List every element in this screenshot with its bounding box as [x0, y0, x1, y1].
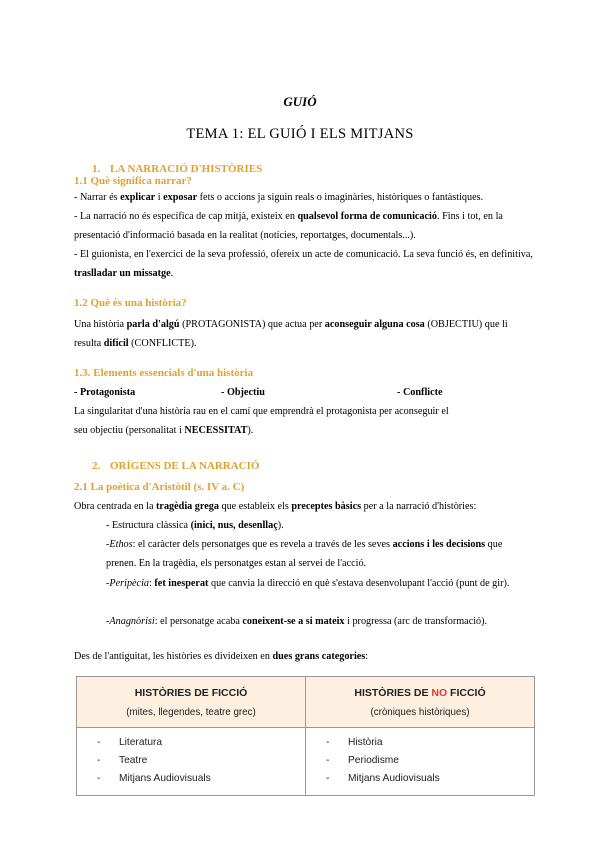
bullet-estructura: - Estructura clàssica (inici, nus, desenllaç). [106, 520, 284, 531]
document-title: GUIÓ [283, 94, 317, 109]
paragraph-narrar: - Narrar és explicar i exposar fets o accions ja siguin reals o imaginàries, històriques o fantàstiques. [74, 192, 484, 203]
fiction-header [77, 677, 306, 728]
fiction-list [77, 728, 306, 796]
section-1-heading [92, 163, 262, 175]
table-body-row [77, 728, 535, 796]
paragraph-singularitat-line-2: seu objectiu (personalitat i NECESSITAT). [74, 425, 254, 436]
list-item: - Teatre [97, 755, 148, 766]
subsection-2-1-title: 2.1 La poètica d'Aristòtil (s. IV a. C) [74, 481, 245, 493]
subsection-1-3-title: 1.3. Elements essencials d'una història [74, 367, 254, 379]
nonfiction-title: HISTÒRIES DE NO FICCIÓ [354, 686, 486, 699]
element-protagonista: - Protagonista [74, 387, 136, 398]
nonfiction-subtitle: (cròniques històriques) [370, 706, 470, 718]
paragraph-antiguitat: Des de l'antiguitat, les històries es divideixen en dues grans categories: [74, 651, 369, 662]
paragraph-singularitat-line-1: La singularitat d'una història rau en el camí que emprendrà el protagonista per aconseguir el [74, 406, 449, 417]
element-objectiu: - Objectiu [221, 387, 265, 398]
list-item: - Mitjans Audiovisuals [97, 773, 211, 784]
section-2-heading [92, 460, 259, 472]
bullet-anagnorisi: -Anagnòrisi: el personatge acaba coneixent-se a si mateix i progressa (arc de transformació). [106, 616, 488, 627]
fiction-subtitle: (mites, llegendes, teatre grec) [126, 706, 256, 718]
subsection-1-1-title: 1.1 Què significa narrar? [74, 175, 192, 187]
categories-table [76, 676, 535, 796]
paragraph-tragedia: Obra centrada en la tragèdia grega que estableix els preceptes bàsics per a la narració d'històries: [74, 501, 477, 512]
list-item: - Mitjans Audiovisuals [326, 773, 440, 784]
list-item: - Història [326, 737, 383, 748]
nonfiction-header [306, 677, 535, 728]
section-number: 1. [92, 163, 101, 175]
nonfiction-list [306, 728, 535, 796]
section-title: ORÍGENS DE LA NARRACIÓ [110, 460, 260, 472]
section-title: LA NARRACIÓ D'HISTÒRIES [110, 163, 263, 175]
list-item: - Periodisme [326, 755, 399, 766]
bullet-peripecia: -Peripècia: fet inesperat que canvia la direcció en què s'estava desenvolupant l'acció (punt de gir). [106, 578, 510, 589]
paragraph-guionista: - El guionista, en l'exercici de la seva professió, ofereix un acte de comunicació. La seva funció és, en definitiva, traslladar un missatge. [74, 249, 533, 279]
paragraph-narracio: - La narració no és específica de cap mitjà, existeix en qualsevol forma de comunicació. Fins i tot, en la presentació d'informació basada en la realitat (notícies, reportatges, documentals...). [74, 211, 503, 241]
bullet-ethos: -Ethos: el caràcter dels personatges que es revela a través de les seves accions i les decisions que prenen. En la tragèdia, els personatges estan al servei de l'acció. [106, 539, 503, 569]
element-conflicte: - Conflicte [397, 387, 443, 398]
table-header-row [77, 677, 535, 728]
subsection-1-2-title: 1.2 Què és una història? [74, 297, 187, 309]
list-item: - Literatura [97, 737, 163, 748]
section-number: 2. [92, 460, 101, 472]
fiction-title: HISTÒRIES DE FICCIÓ [134, 686, 248, 699]
paragraph-historia: Una història parla d'algú (PROTAGONISTA) que actua per aconseguir alguna cosa (OBJECTIU) que li resulta difícil (CONFLICTE). [74, 319, 508, 349]
tema-title: TEMA 1: EL GUIÓ I ELS MITJANS [186, 126, 414, 142]
